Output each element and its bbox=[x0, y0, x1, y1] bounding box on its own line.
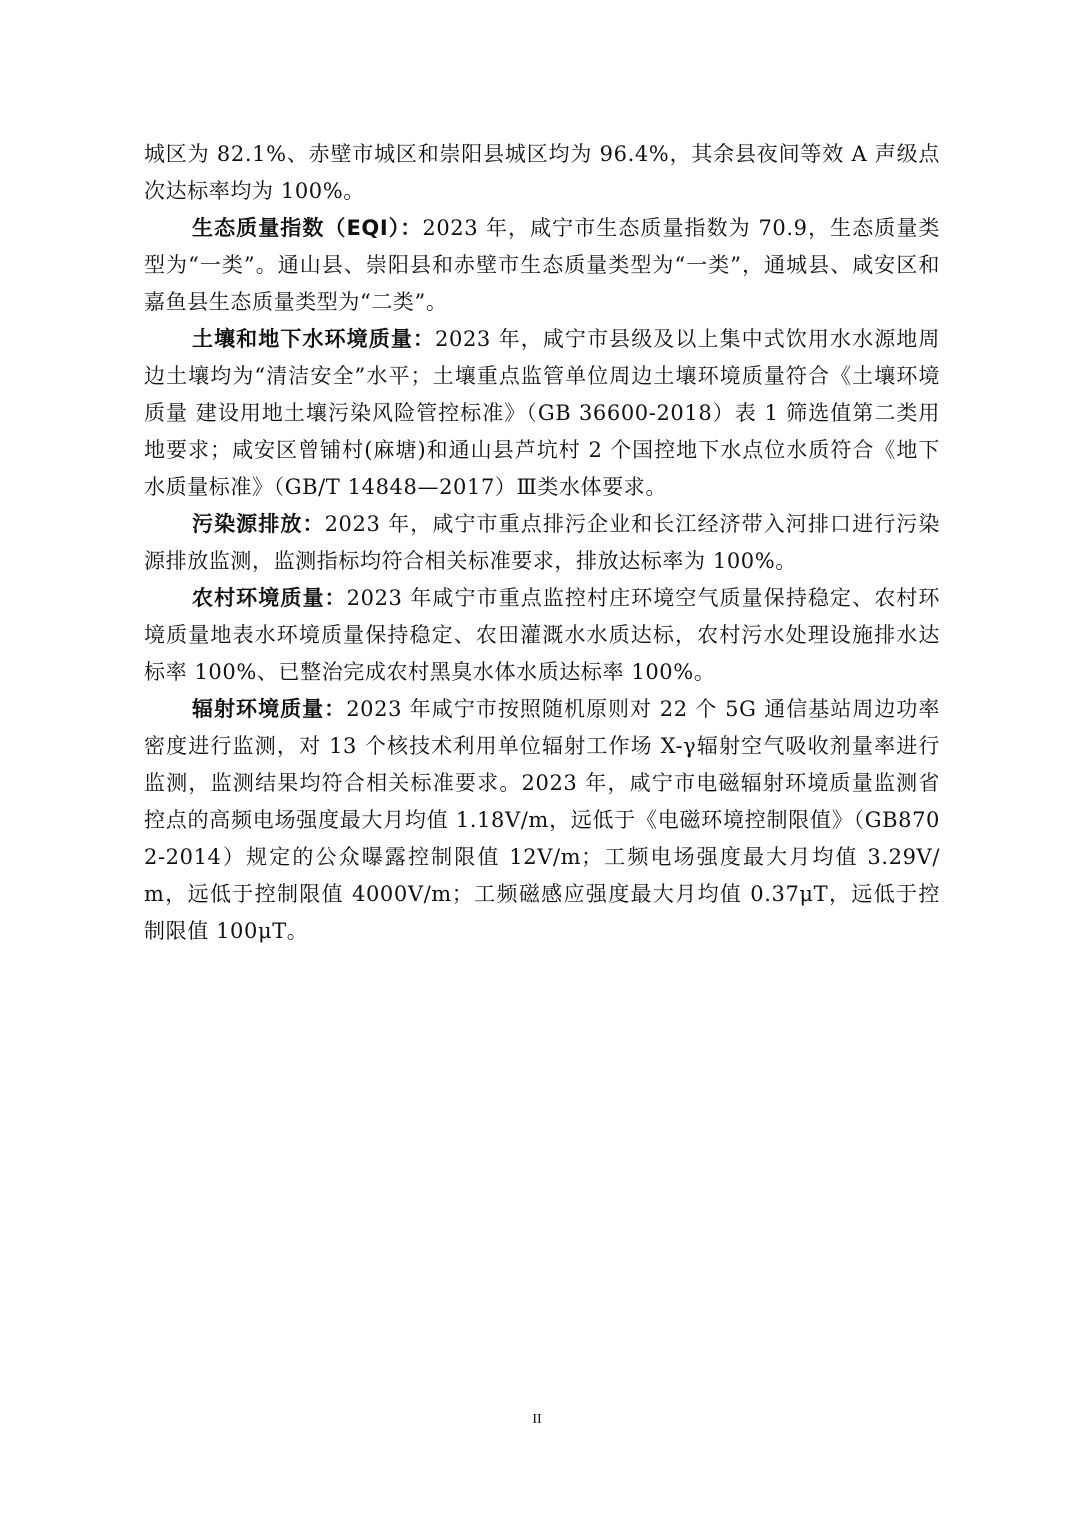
paragraph-text: 2023 年，咸宁市重点排污企业和长江经济带入河排口进行污染源排放监测，监测指标均符合相关标准要求，排放达标率为 100%。 bbox=[144, 512, 940, 573]
paragraph-text: 2023 年，咸宁市县级及以上集中式饮用水水源地周边土壤均为“清洁安全”水平；土壤重点监管单位周边土壤环境质量符合《土壤环境质量 建设用地土壤污染风险管控标准》（GB 36600-2018）表 1 筛选值第二类用地要求；咸安区曾铺村(麻塘)和通山县芦坑村 2 个国控地下水点位水质符合《地下水质量标准》（GB/T 14848—2017）Ⅲ类水体要求。 bbox=[144, 327, 940, 499]
paragraph-rural-environment bbox=[144, 580, 940, 691]
paragraph-lead: 土壤和地下水环境质量： bbox=[192, 327, 436, 351]
paragraph-text: 2023 年咸宁市重点监控村庄环境空气质量保持稳定、农村环境质量地表水环境质量保持稳定、农田灌溉水水质达标，农村污水处理设施排水达标率 100%、已整治完成农村黑臭水体水质达标率 100%。 bbox=[144, 586, 940, 684]
paragraph-soil-groundwater bbox=[144, 321, 940, 506]
page-number: II bbox=[532, 1412, 542, 1427]
paragraph-lead: 农村环境质量： bbox=[192, 586, 347, 610]
paragraph-eqi bbox=[144, 210, 940, 321]
paragraph-radiation bbox=[144, 691, 940, 950]
paragraph-lead: 辐射环境质量： bbox=[192, 697, 347, 721]
paragraph-pollution-source bbox=[144, 506, 940, 580]
paragraph-text: 城区为 82.1%、赤壁市城区和崇阳县城区均为 96.4%，其余县夜间等效 A 声级点次达标率均为 100%。 bbox=[144, 142, 940, 203]
paragraph-noise-continuation bbox=[144, 136, 940, 210]
paragraph-text: 2023 年，咸宁市生态质量指数为 70.9，生态质量类型为“一类”。通山县、崇阳县和赤壁市生态质量类型为“一类”，通城县、咸安区和嘉鱼县生态质量类型为“二类”。 bbox=[144, 216, 940, 314]
page-body bbox=[144, 136, 940, 950]
paragraph-lead: 生态质量指数（EQI）： bbox=[192, 216, 423, 240]
paragraph-text: 2023 年咸宁市按照随机原则对 22 个 5G 通信基站周边功率密度进行监测，对 13 个核技术利用单位辐射工作场 X-γ辐射空气吸收剂量率进行监测，监测结果均符合相关标准要求。2023 年，咸宁市电磁辐射环境质量监测省控点的高频电场强度最大月均值 1.18V/m，远低于《电磁环境控制限值》（GB8702-2014）规定的公众曝露控制限值 12V/m；工频电场强度最大月均值 3.29V/m，远低于控制限值 4000V/m；工频磁感应强度最大月均值 0.37μT，远低于控制限值 100μT。 bbox=[144, 697, 941, 943]
paragraph-lead: 污染源排放： bbox=[192, 512, 325, 536]
